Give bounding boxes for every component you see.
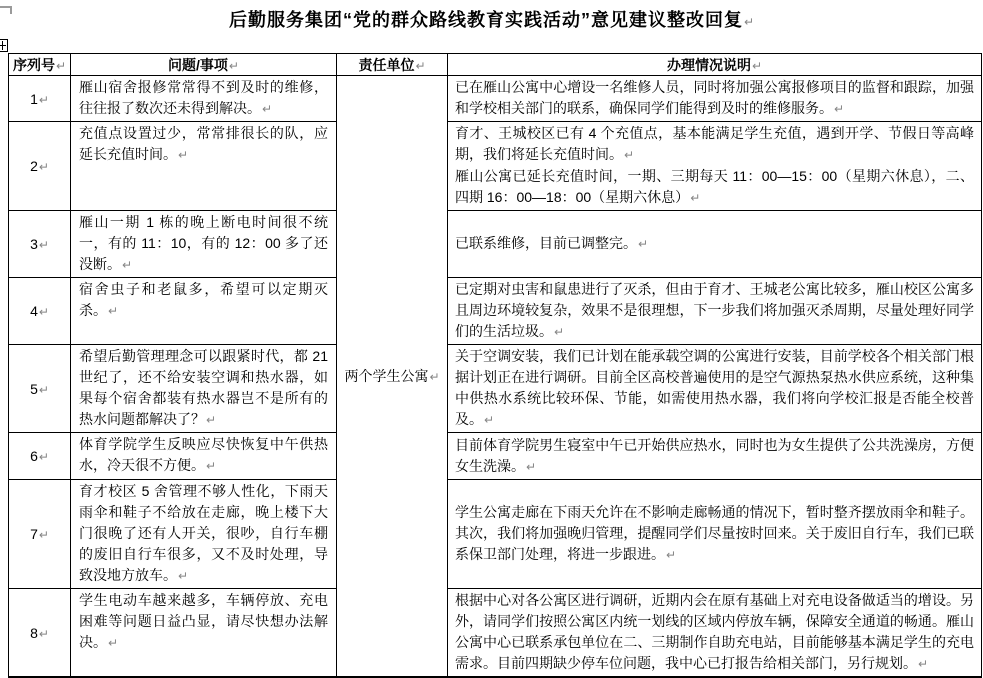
reply-text: 已联系维修，目前已调整完。↵ xyxy=(448,211,982,278)
paragraph-mark: ↵ xyxy=(38,528,49,542)
paragraph-mark: ↵ xyxy=(624,148,635,162)
paragraph-mark: ↵ xyxy=(262,102,273,116)
issue-text: 雁山宿舍报修常常得不到及时的维修，往往报了数次还未得到解决。↵ xyxy=(71,76,337,122)
table-move-handle-cross xyxy=(2,41,3,50)
reply-text: 已在雁山公寓中心增设一名维修人员，同时将加强公寓报修项目的监督和跟踪，加强和学校相关部门的联系，确保同学们能得到及时的维修服务。↵ xyxy=(448,76,982,122)
paragraph-mark: ↵ xyxy=(834,102,845,116)
paragraph-mark: ↵ xyxy=(38,305,49,319)
paragraph-mark: ↵ xyxy=(38,626,49,641)
feedback-reply-table xyxy=(8,53,982,678)
paragraph-mark: ↵ xyxy=(38,160,49,174)
header-serial-number: 序列号↵ xyxy=(9,54,71,76)
paragraph-mark: ↵ xyxy=(751,58,763,73)
header-handling-explanation: 办理情况说明↵ xyxy=(448,54,982,76)
responsible-unit-cell: 两个学生公寓↵ xyxy=(337,76,448,678)
table-row xyxy=(9,122,982,211)
header-issue: 问题/事项↵ xyxy=(71,54,337,76)
paragraph-mark: ↵ xyxy=(526,459,537,474)
reply-text: 已定期对虫害和鼠患进行了灭杀，但由于育才、王城老公寓比较多，雁山校区公寓多且周边环境较复杂，效果不是很理想，下一步我们将加强灭杀周期，尽量处理好同学们的生活垃圾。↵ xyxy=(448,278,982,345)
paragraph-mark: ↵ xyxy=(108,304,119,318)
paragraph-mark: ↵ xyxy=(108,636,119,650)
issue-text: 育才校区 5 舍管理不够人性化，下雨天雨伞和鞋子不给放在走廊，晚上楼下大门很晚了还有人开关，很吵，自行车棚的废旧自行车很多，又不及时处理，导致没地方放车。↵ xyxy=(71,480,337,589)
table-row xyxy=(9,211,982,278)
issue-text: 学生电动车越来越多，车辆停放、充电困难等问题日益凸显，请尽快想办法解决。↵ xyxy=(71,589,337,678)
serial-number: 5↵ xyxy=(9,345,71,433)
reply-text: 目前体育学院男生寝室中午已开始供应热水，同时也为女生提供了公共洗澡房，方便女生洗澡。↵ xyxy=(448,433,982,480)
paragraph-mark: ↵ xyxy=(918,657,929,671)
paragraph-mark: ↵ xyxy=(690,191,701,205)
paragraph-mark: ↵ xyxy=(122,258,133,272)
paragraph-mark: ↵ xyxy=(55,58,67,73)
issue-text: 充值点设置过少，常常排很长的队，应延长充值时间。↵ xyxy=(71,122,337,211)
paragraph-mark: ↵ xyxy=(666,548,677,562)
paragraph-mark: ↵ xyxy=(38,92,49,107)
reply-text: 育才、王城校区已有 4 个充值点，基本能满足学生充值，遇到开学、节假日等高峰期，我们将延长充值时间。↵ 雁山公寓已延长充值时间，一期、三期每天 11：00—15：00（星期六休息），二、四期 16：00—18：00（星期六休息）↵ xyxy=(448,122,982,211)
paragraph-mark: ↵ xyxy=(206,413,217,427)
paragraph-mark: ↵ xyxy=(554,325,565,339)
table-row xyxy=(9,480,982,589)
table-row xyxy=(9,345,982,433)
page-corner-mark xyxy=(0,6,12,14)
paragraph-mark: ↵ xyxy=(38,450,49,464)
table-row xyxy=(9,589,982,678)
paragraph-mark: ↵ xyxy=(638,237,649,251)
paragraph-mark: ↵ xyxy=(484,413,495,427)
table-move-handle-icon xyxy=(0,39,8,52)
paragraph-mark: ↵ xyxy=(228,58,239,73)
table-row xyxy=(9,278,982,345)
paragraph-mark: ↵ xyxy=(415,58,426,73)
table-header-row xyxy=(9,54,982,76)
table-row xyxy=(9,433,982,480)
serial-number: 8↵ xyxy=(9,589,71,678)
paragraph-mark: ↵ xyxy=(38,382,49,397)
document-title-text: 后勤服务集团“党的群众路线教育实践活动”意见建议整改回复 xyxy=(228,10,743,30)
issue-text: 宿舍虫子和老鼠多，希望可以定期灭杀。↵ xyxy=(71,278,337,345)
paragraph-mark: ↵ xyxy=(429,370,440,384)
reply-text: 关于空调安装，我们已计划在能承载空调的公寓进行安装，目前学校各个相关部门根据计划正在进行调研。目前全区高校普遍使用的是空气源热泵热水供应系统，这种集中供热水系统比较环保、节能，如需使用热水器，我们将向学校汇报是否能全校普及。↵ xyxy=(448,345,982,433)
table-move-handle-cross xyxy=(0,45,6,46)
issue-text: 体育学院学生反映应尽快恢复中午供热水，冷天很不方便。↵ xyxy=(71,433,337,480)
header-responsible-unit: 责任单位↵ xyxy=(337,54,448,76)
serial-number: 1↵ xyxy=(9,76,71,122)
paragraph-mark: ↵ xyxy=(743,15,755,29)
serial-number: 3↵ xyxy=(9,211,71,278)
serial-number: 7↵ xyxy=(9,480,71,589)
document-title xyxy=(0,6,983,32)
serial-number: 2↵ xyxy=(9,122,71,211)
table-row xyxy=(9,76,982,122)
reply-text: 根据中心对各公寓区进行调研，近期内会在原有基础上对充电设备做适当的增设。另外，请同学们按照公寓区内统一划线的区域内停放车辆，保障安全通道的畅通。雁山公寓中心已联系承包单位在二、三期制作自助充电站，目前能够基本满足学生的充电需求。目前四期缺少停车位问题，我中心已打报告给相关部门，另行规划。↵ xyxy=(448,589,982,678)
paragraph-mark: ↵ xyxy=(206,459,217,473)
paragraph-mark: ↵ xyxy=(178,148,189,162)
reply-text: 学生公寓走廊在下雨天允许在不影响走廊畅通的情况下，暂时整齐摆放雨伞和鞋子。其次，我们将加强晚归管理，提醒同学们尽量按时回来。关于废旧自行车，我们已联系保卫部门处理，将进一步跟进。↵ xyxy=(448,480,982,589)
paragraph-mark: ↵ xyxy=(38,238,49,252)
paragraph-mark: ↵ xyxy=(178,569,189,583)
issue-text: 雁山一期 1 栋的晚上断电时间很不统一，有的 11：10，有的 12：00 多了还没断。↵ xyxy=(71,211,337,278)
issue-text: 希望后勤管理理念可以跟紧时代，都 21 世纪了，还不给安装空调和热水器，如果每个宿舍都装有热水器岂不是所有的热水问题都解决了？↵ xyxy=(71,345,337,433)
serial-number: 4↵ xyxy=(9,278,71,345)
serial-number: 6↵ xyxy=(9,433,71,480)
